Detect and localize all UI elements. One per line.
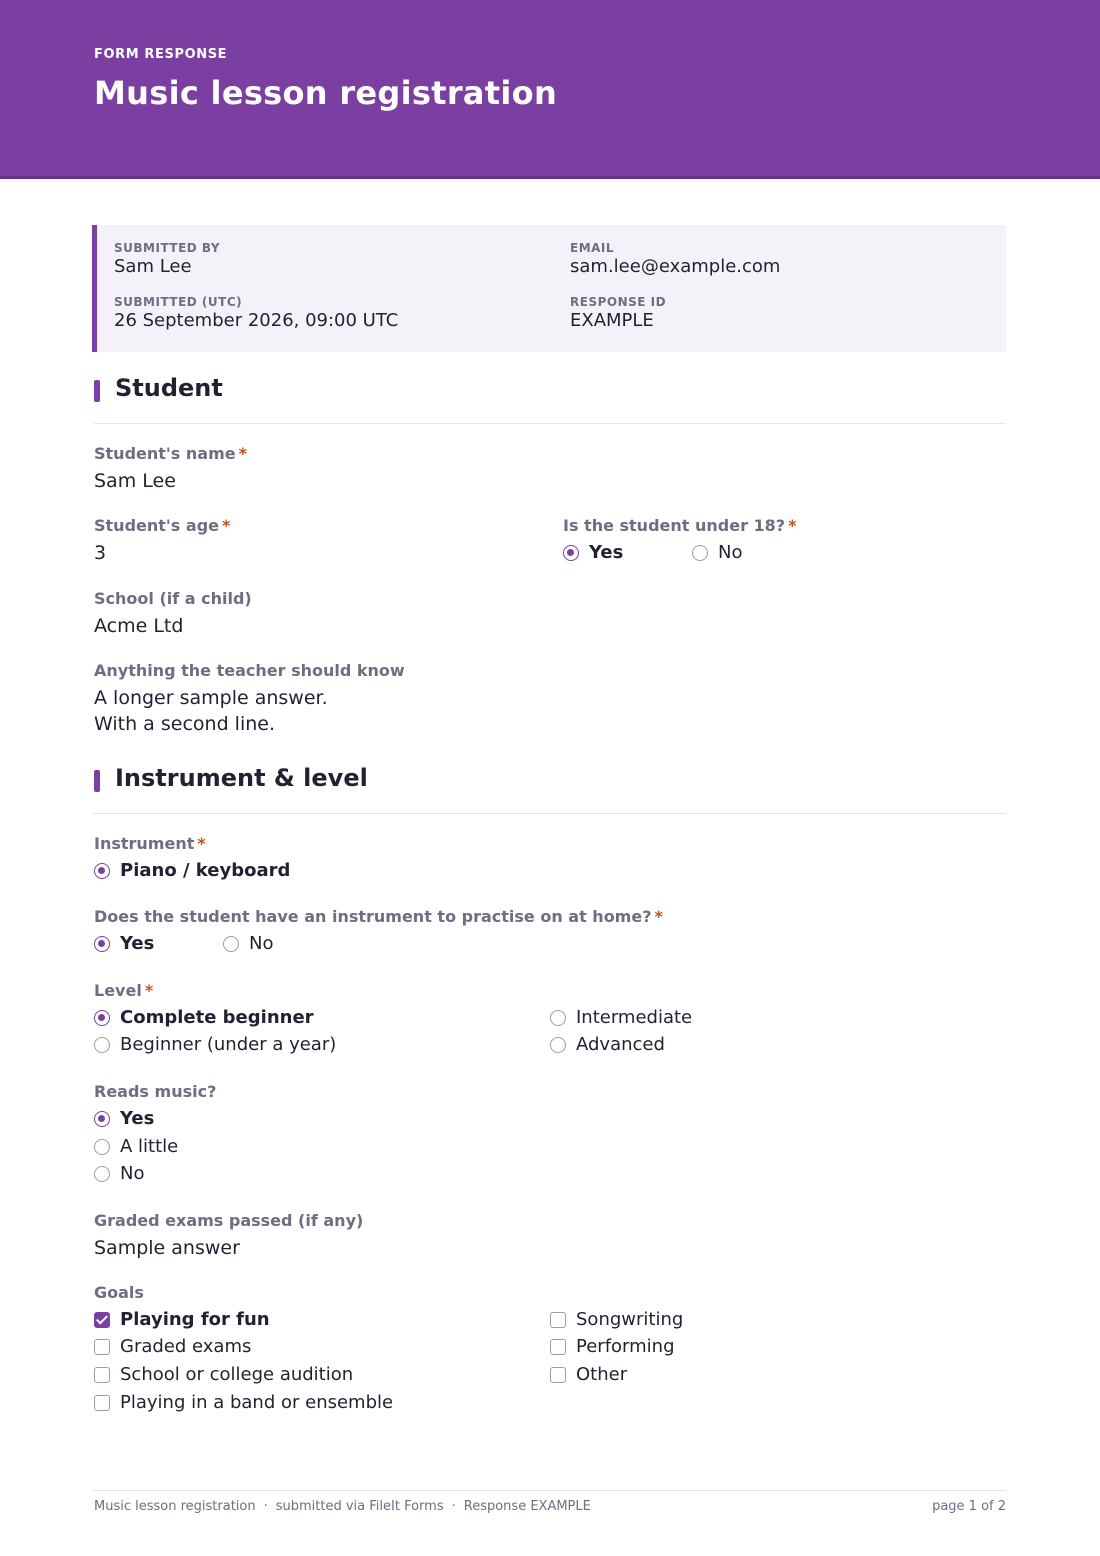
- submission-meta-panel: [92, 225, 1006, 352]
- field-label: Graded exams passed (if any): [94, 1211, 364, 1230]
- field-label: [94, 834, 206, 853]
- footer-form-name: Music lesson registration: [94, 1499, 256, 1514]
- option-label: Songwriting: [576, 1309, 684, 1330]
- field-student-age: [94, 516, 230, 566]
- field-instrument: [94, 834, 206, 853]
- footer-response: Response EXAMPLE: [463, 1499, 591, 1514]
- page-number: page 1 of 2: [932, 1499, 1006, 1514]
- radio-selected-icon: [94, 863, 110, 879]
- field-label: School (if a child): [94, 589, 252, 608]
- label-text: Student's age: [94, 516, 219, 535]
- footer-separator: ·: [451, 1499, 456, 1514]
- section-title-instrument: Instrument & level: [115, 764, 368, 792]
- field-graded-exams: [94, 1211, 363, 1261]
- field-label: [563, 516, 796, 535]
- submitted-date-value: 26 September 2026, 09:00 UTC: [114, 310, 399, 331]
- email-value: sam.lee@example.com: [570, 256, 781, 277]
- response-id-value: EXAMPLE: [570, 310, 654, 331]
- option-label: Intermediate: [576, 1007, 693, 1028]
- field-reads-music: [94, 1082, 216, 1101]
- option-label: No: [249, 933, 274, 954]
- submitted-date-label: SUBMITTED (UTC): [114, 295, 243, 309]
- option-label: Yes: [120, 933, 155, 954]
- email: [570, 241, 780, 277]
- radio-empty-icon: [94, 1166, 110, 1182]
- field-label: Reads music?: [94, 1082, 217, 1101]
- checkbox-empty-icon: [550, 1339, 566, 1355]
- field-label: [94, 981, 153, 1000]
- footer-via: submitted via FileIt Forms: [275, 1499, 444, 1514]
- checkbox-empty-icon: [94, 1367, 110, 1383]
- section-instrument: [94, 764, 1006, 814]
- field-school: [94, 589, 252, 639]
- field-teacher-notes: [94, 661, 405, 737]
- required-mark: *: [197, 834, 206, 853]
- label-text: Level: [94, 981, 142, 1000]
- page-footer: [94, 1490, 1006, 1514]
- checkbox-empty-icon: [94, 1339, 110, 1355]
- field-answer-line-2: With a second line.: [94, 713, 275, 735]
- field-answer: Sample answer: [94, 1237, 240, 1259]
- header-kicker: FORM RESPONSE: [94, 47, 228, 62]
- option-label: School or college audition: [120, 1364, 354, 1385]
- footer-info: [94, 1499, 591, 1514]
- submitted-by-label: SUBMITTED BY: [114, 241, 221, 255]
- required-mark: *: [654, 907, 663, 926]
- response-id-label: RESPONSE ID: [570, 295, 667, 309]
- radio-empty-icon: [692, 545, 708, 561]
- option-label: Beginner (under a year): [120, 1034, 337, 1055]
- option-label: Advanced: [576, 1034, 665, 1055]
- option-label: Graded exams: [120, 1336, 252, 1357]
- option-label: A little: [120, 1136, 179, 1157]
- option-label: No: [120, 1163, 145, 1184]
- radio-selected-icon: [563, 545, 579, 561]
- radio-empty-icon: [94, 1037, 110, 1053]
- radio-empty-icon: [94, 1139, 110, 1155]
- radio-empty-icon: [550, 1010, 566, 1026]
- field-student-name: [94, 444, 247, 494]
- radio-selected-icon: [94, 936, 110, 952]
- radio-selected-icon: [94, 1010, 110, 1026]
- field-answer-line-1: A longer sample answer.: [94, 687, 328, 709]
- required-mark: *: [144, 981, 154, 1000]
- section-student: [94, 374, 1006, 424]
- required-mark: *: [788, 516, 797, 535]
- radio-selected-icon: [94, 1111, 110, 1127]
- section-title-student: Student: [115, 374, 223, 402]
- option-label: No: [718, 542, 743, 563]
- field-answer: 3: [94, 542, 107, 564]
- option-label: Yes: [589, 542, 624, 563]
- option-label: Other: [576, 1364, 628, 1385]
- label-text: Student's name: [94, 444, 236, 463]
- label-text: Is the student under 18?: [563, 516, 786, 535]
- option-label: Piano / keyboard: [120, 860, 291, 881]
- checkbox-empty-icon: [550, 1367, 566, 1383]
- option-label: Yes: [120, 1108, 155, 1129]
- form-header: [0, 0, 1100, 179]
- section-accent-bar: [94, 380, 100, 402]
- field-label: [94, 516, 230, 535]
- field-level: [94, 981, 153, 1000]
- field-answer: Sam Lee: [94, 470, 176, 492]
- field-label: Anything the teacher should know: [94, 661, 405, 680]
- radio-empty-icon: [223, 936, 239, 952]
- field-answer: Acme Ltd: [94, 615, 184, 637]
- checkbox-checked-icon: [94, 1312, 110, 1328]
- field-under-18: [563, 516, 796, 535]
- option-label: Performing: [576, 1336, 675, 1357]
- section-accent-bar: [94, 770, 100, 792]
- email-label: EMAIL: [570, 241, 615, 255]
- field-goals: [94, 1283, 144, 1302]
- radio-empty-icon: [550, 1037, 566, 1053]
- field-label: [94, 444, 247, 463]
- field-label: [94, 907, 663, 926]
- response-id: [570, 295, 666, 331]
- option-label: Complete beginner: [120, 1007, 314, 1028]
- submitted-date: [114, 295, 398, 331]
- label-text: Does the student have an instrument to practise on at home?: [94, 907, 652, 926]
- footer-separator: ·: [263, 1499, 268, 1514]
- field-label: Goals: [94, 1283, 144, 1302]
- submitted-by: [114, 241, 220, 277]
- submitted-by-value: Sam Lee: [114, 256, 192, 277]
- required-mark: *: [238, 444, 247, 463]
- option-label: Playing for fun: [120, 1309, 270, 1330]
- required-mark: *: [222, 516, 231, 535]
- checkbox-empty-icon: [550, 1312, 566, 1328]
- field-home-instrument: [94, 907, 663, 926]
- label-text: Instrument: [94, 834, 195, 853]
- checkbox-empty-icon: [94, 1395, 110, 1411]
- page-title: Music lesson registration: [94, 74, 558, 112]
- option-label: Playing in a band or ensemble: [120, 1392, 394, 1413]
